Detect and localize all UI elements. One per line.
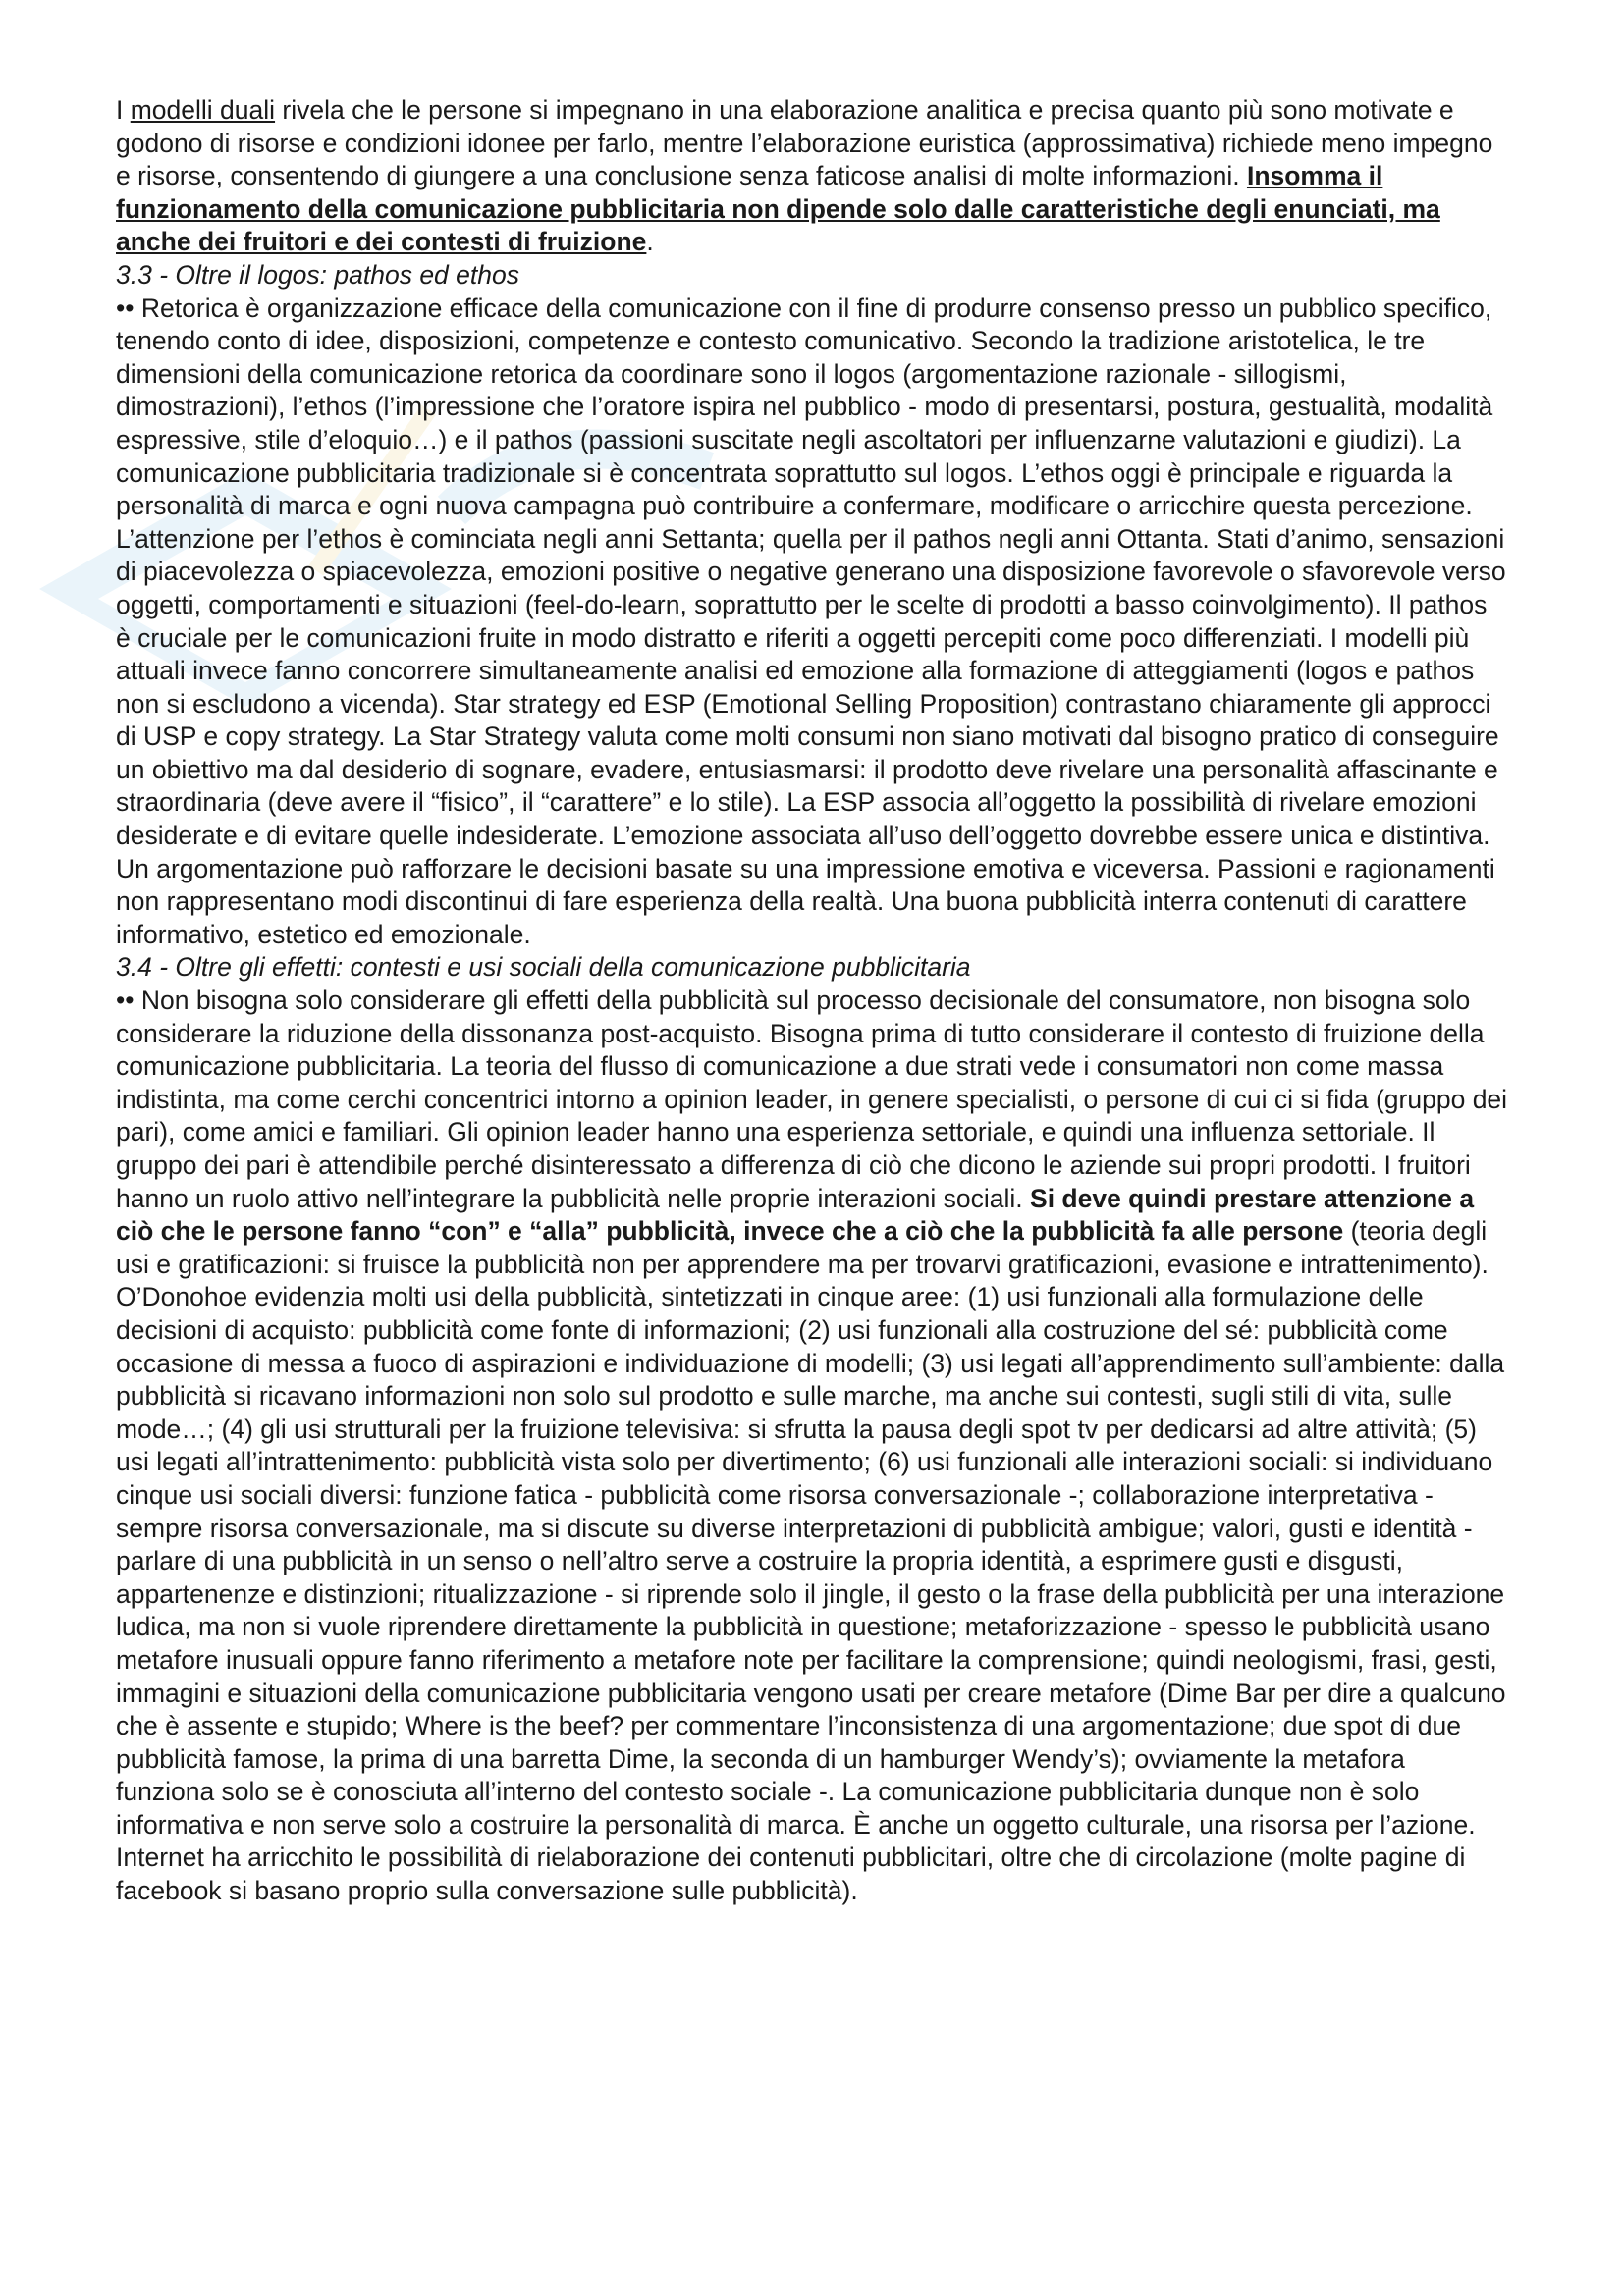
section-heading-3-4: 3.4 - Oltre gli effetti: contesti e usi sociali della comunicazione pubblicitaria: [116, 952, 971, 983]
text-run: rivela che le persone si impegnano in una elaborazione analitica e precisa quanto più sono motivate e godono di risorse e condizioni idonee per farlo, mentre l’elaborazione euristica (approssimativa) richiede meno impegno e risorse, consentendo di giungere a una conclusione senza faticose analisi di molte informazioni.: [116, 95, 1493, 191]
text-run: I: [116, 95, 131, 125]
section-heading-3-3: 3.3 - Oltre il logos: pathos ed ethos: [116, 259, 519, 290]
document-page: [116, 94, 1508, 1908]
text-run: .: [646, 227, 654, 257]
bold-underlined-statement: Insomma il funzionamento della comunicazione pubblicitaria non dipende solo dalle caratteristiche degli enunciati, ma anche dei fruitori e dei contesti di fruizione: [116, 161, 1440, 257]
underlined-term: modelli duali: [130, 95, 276, 125]
paragraph-contesti-usi-sociali: [116, 985, 1508, 1908]
text-run: •• Non bisogna solo considerare gli effetti della pubblicità sul processo decisionale del consumatore, non bisogna solo considerare la riduzione della dissonanza post-acquisto. Bisogna prima di tutto considerare il contesto di fruizione della comunicazione pubblicitaria. La teoria del flusso di comunicazione a due strati vede i consumatori non come massa indistinta, ma come cerchi concentrici intorno a opinion leader, in genere specialisti, o persone di cui ci si fida (gruppo dei pari), come amici e familiari. Gli opinion leader hanno una esperienza settoriale, e quindi una influenza settoriale. Il gruppo dei pari è attendibile perché disinteressato a differenza di ciò che dicono le aziende sui propri prodotti. I fruitori hanno un ruolo attivo nell’integrare la pubblicità nelle proprie interazioni sociali.: [116, 986, 1508, 1213]
paragraph-modelli-duali: [116, 94, 1508, 259]
bold-statement: Si deve quindi prestare attenzione a ciò che le persone fanno “con” e “alla” pubblicità, invece che a ciò che la pubblicità fa alle persone: [116, 1183, 1475, 1247]
paragraph-retorica: •• Retorica è organizzazione efficace della comunicazione con il fine di produrre consenso presso un pubblico specifico, tenendo conto di idee, disposizioni, competenze e contesto comunicativo. Secondo la tradizione aristotelica, le tre dimensioni della comunicazione retorica da coordinare sono il logos (argomentazione razionale - sillogismi, dimostrazioni), l’ethos (l’impressione che l’oratore ispira nel pubblico - modo di presentarsi, postura, gestualità, modalità espressive, stile d’eloquio…) e il pathos (passioni suscitate negli ascoltatori per influenzarne valutazioni e giudizi). La comunicazione pubblicitaria tradizionale si è concentrata soprattutto sul logos. L’ethos oggi è principale e riguarda la personalità di marca e ogni nuova campagna può contribuire a confermare, modificare o arricchire questa percezione. L’attenzione per l’ethos è cominciata negli anni Settanta; quella per il pathos negli anni Ottanta. Stati d’animo, sensazioni di piacevolezza o spiacevolezza, emozioni positive o negative generano una disposizione favorevole o sfavorevole verso oggetti, comportamenti e situazioni (feel-do-learn, soprattutto per le scelte di prodotti a basso coinvolgimento). Il pathos è cruciale per le comunicazioni fruite in modo distratto e riferiti a oggetti percepiti come poco differenziati. I modelli più attuali invece fanno concorrere simultaneamente analisi ed emozione alla formazione di atteggiamenti (logos e pathos non si escludono a vicenda). Star strategy ed ESP (Emotional Selling Proposition) contrastano chiaramente gli approcci di USP e copy strategy. La Star Strategy valuta come molti consumi non siano motivati dal bisogno pratico di conseguire un obiettivo ma dal desiderio di sognare, evadere, entusiasmarsi: il prodotto deve rivelare una personalità affascinante e straordinaria (deve avere il “fisico”, il “carattere” e lo stile). La ESP associa all’oggetto la possibilità di rivelare emozioni desiderate e di evitare quelle indesiderate. L’emozione associata all’uso dell’oggetto dovrebbe essere unica e distintiva. Un argomentazione può rafforzare le decisioni basate su una impressione emotiva e viceversa. Passioni e ragionamenti non rappresentano modi discontinui di fare esperienza della realtà. Una buona pubblicità interra contenuti di carattere informativo, estetico ed emozionale.: [116, 293, 1506, 949]
text-run: (teoria degli usi e gratificazioni: si fruisce la pubblicità non per apprendere ma per trovarvi gratificazioni, evasione e intrattenimento). O’Donohoe evidenzia molti usi della pubblicità, sintetizzati in cinque aree: (1) usi funzionali alla formulazione delle decisioni di acquisto: pubblicità come fonte di informazioni; (2) usi funzionali alla costruzione del sé: pubblicità come occasione di messa a fuoco di aspirazioni e individuazione di modelli; (3) usi legati all’apprendimento sull’ambiente: dalla pubblicità si ricavano informazioni non solo sul prodotto e sulle marche, ma anche sui contesti, sugli stili di vita, sulle mode…; (4) gli usi strutturali per la fruizione televisiva: si sfrutta la pausa degli spot tv per dedicarsi ad altre attività; (5) usi legati all’intrattenimento: pubblicità vista solo per divertimento; (6) usi funzionali alle interazioni sociali: si individuano cinque usi sociali diversi: funzione fatica - pubblicità come risorsa conversazionale -; collaborazione interpretativa - sempre risorsa conversazionale, ma si discute su diverse interpretazioni di pubblicità ambigue; valori, gusti e identità - parlare di una pubblicità in un senso o nell’altro serve a costruire la propria identità, a esprimere gusti e disgusti, appartenenze e distinzioni; ritualizzazione - si riprende solo il jingle, il gesto o la frase della pubblicità per una interazione ludica, ma non si vuole riprendere direttamente la pubblicità in questione; metaforizzazione - spesso le pubblicità usano metafore inusuali oppure fanno riferimento a metafore note per facilitare la comprensione; quindi neologismi, frasi, gesti, immagini e situazioni della comunicazione pubblicitaria vengono usati per creare metafore (Dime Bar per dire a qualcuno che è assente e stupido; Where is the beef? per commentare l’inconsistenza di una argomentazione; due spot di due pubblicità famose, la prima di una barretta Dime, la seconda di un hamburger Wendy’s); ovviamente la metafora funziona solo se è conosciuta all’interno del contesto sociale -. La comunicazione pubblicitaria dunque non è solo informativa e non serve solo a costruire la personalità di marca. È anche un oggetto culturale, una risorsa per l’azione. Internet ha arricchito le possibilità di rielaborazione dei contenuti pubblicitari, oltre che di circolazione (molte pagine di facebook si basano proprio sulla conversazione sulle pubblicità).: [116, 1216, 1506, 1906]
